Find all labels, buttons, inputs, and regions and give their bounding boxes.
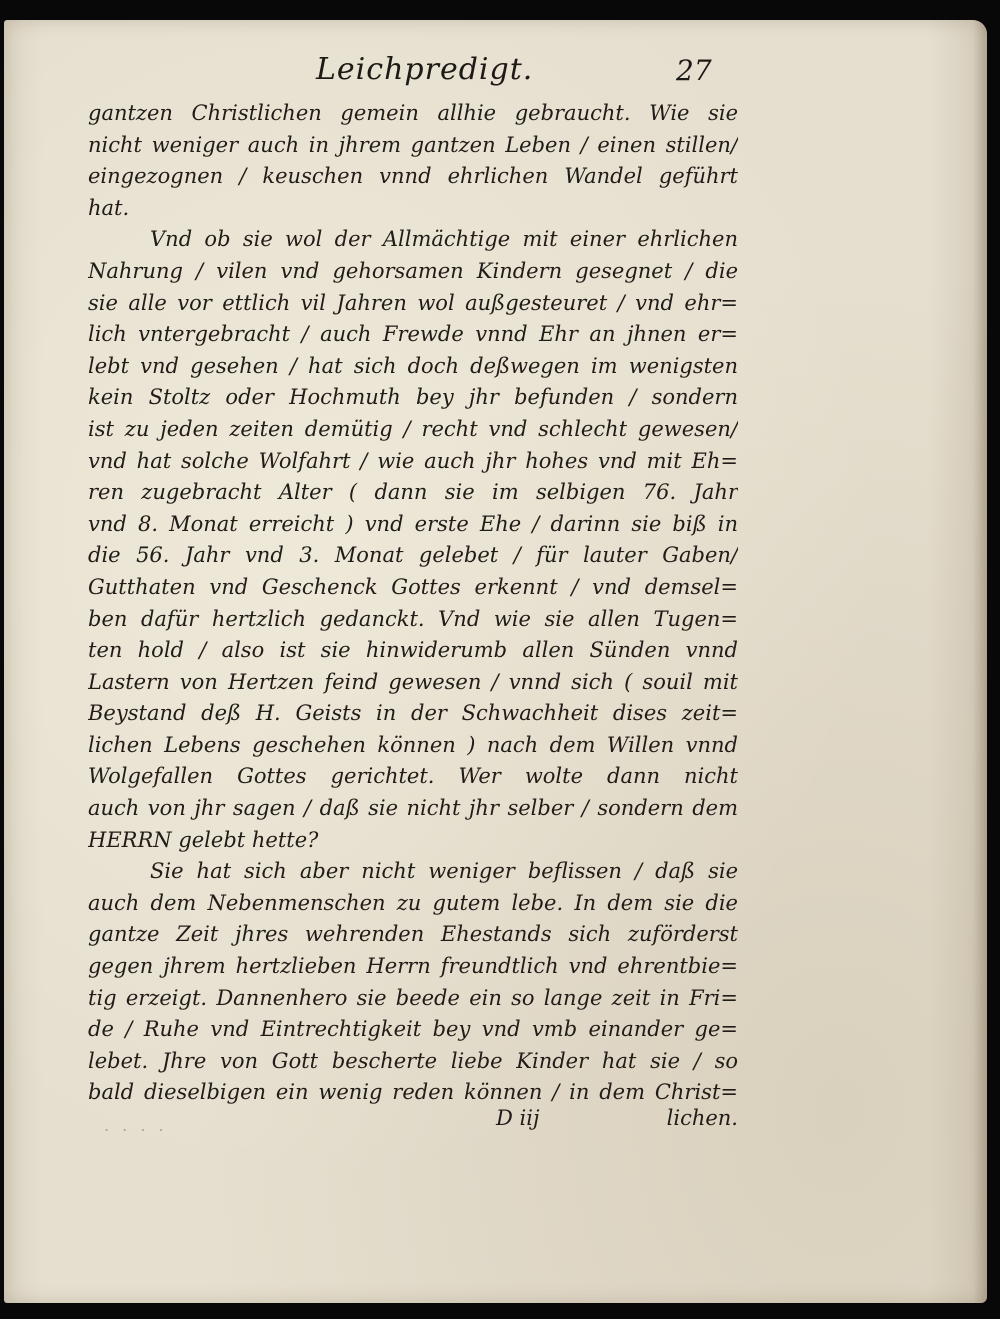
text-line: gantzen Christlichen gemein allhie gebraucht. Wie sie [88,101,738,125]
text-line: hat. [88,195,130,220]
text-line: auch dem Nebenmenschen zu gutem lebe. In dem sie die [88,890,738,915]
text-line: Beystand deß H. Geists in der Schwachheit dises zeit= [88,701,738,726]
text-line: tig erzeigt. Dannenhero sie beede ein so lange zeit in Fri= [88,985,738,1010]
text-line: bald dieselbigen ein wenig reden können / in dem Christ= [88,1080,738,1105]
text-line: kein Stoltz oder Hochmuth bey jhr befunden / sondern [88,385,738,410]
signature-mark: D iij [496,1106,540,1130]
page-edge-shadow [973,20,987,1303]
text-line: gantze Zeit jhres wehrenden Ehestands sich zuförderst [88,922,738,947]
text-line: Gutthaten vnd Geschenck Gottes erkennt / vnd demsel= [88,574,738,599]
text-line: lebt vnd gesehen / hat sich doch deßwegen im wenigsten [88,353,738,378]
page-number: 27 [676,54,712,87]
text-line: ben dafür hertzlich gedanckt. Vnd wie sie allen Tugen= [88,606,738,631]
text-line: lebet. Jhre von Gott bescherte liebe Kinder hat sie / so [88,1048,738,1073]
text-line: vnd hat solche Wolfahrt / wie auch jhr hohes vnd mit Eh= [88,448,738,473]
running-head: Leichpredigt. [316,52,534,87]
text-line: HERRN gelebt hette? [88,827,319,852]
text-line: ist zu jeden zeiten demütig / recht vnd schlecht gewesen/ [88,416,738,441]
text-line: de / Ruhe vnd Eintrechtigkeit bey vnd vmb einander ge= [88,1017,738,1042]
catchword: lichen. [666,1106,738,1130]
text-line: auch von jhr sagen / daß sie nicht jhr selber / sondern dem [88,796,738,821]
text-line: gegen jhrem hertzlieben Herrn freundtlich vnd ehrentbie= [88,954,738,979]
text-line: ten hold / also ist sie hinwiderumb allen Sünden vnnd [88,638,738,663]
ink-bleed-marks: . . . . [104,1116,168,1135]
text-line: sie alle vor ettlich vil Jahren wol außgesteuret / vnd ehr= [88,290,738,315]
text-line: Nahrung / vilen vnd gehorsamen Kindern gesegnet / die [88,258,738,283]
text-line: ren zugebracht Alter ( dann sie im selbigen 76. Jahr [88,480,738,505]
text-line: eingezognen / keuschen vnnd ehrlichen Wandel geführt [88,164,738,189]
text-line: die 56. Jahr vnd 3. Monat gelebet / für lauter Gaben/ [88,543,738,568]
text-line: lichen Lebens geschehen können ) nach dem Willen vnnd [88,732,738,757]
text-line: Wolgefallen Gottes gerichtet. Wer wolte dann nicht [88,764,738,789]
text-line: Lastern von Hertzen feind gewesen / vnnd sich ( souil mit [88,669,738,694]
page-footer [88,1106,738,1138]
text-line: Vnd ob sie wol der Allmächtige mit einer ehrlichen [150,227,738,252]
body-text [88,98,738,1109]
text-line: lich vntergebracht / auch Frewde vnnd Ehr an jhnen er= [88,322,738,347]
text-line: Sie hat sich aber nicht weniger beflissen / daß sie [150,859,738,884]
text-line: nicht weniger auch in jhrem gantzen Leben / einen stillen/ [88,132,738,157]
text-line: vnd 8. Monat erreicht ) vnd erste Ehe / darinn sie biß in [88,511,738,536]
